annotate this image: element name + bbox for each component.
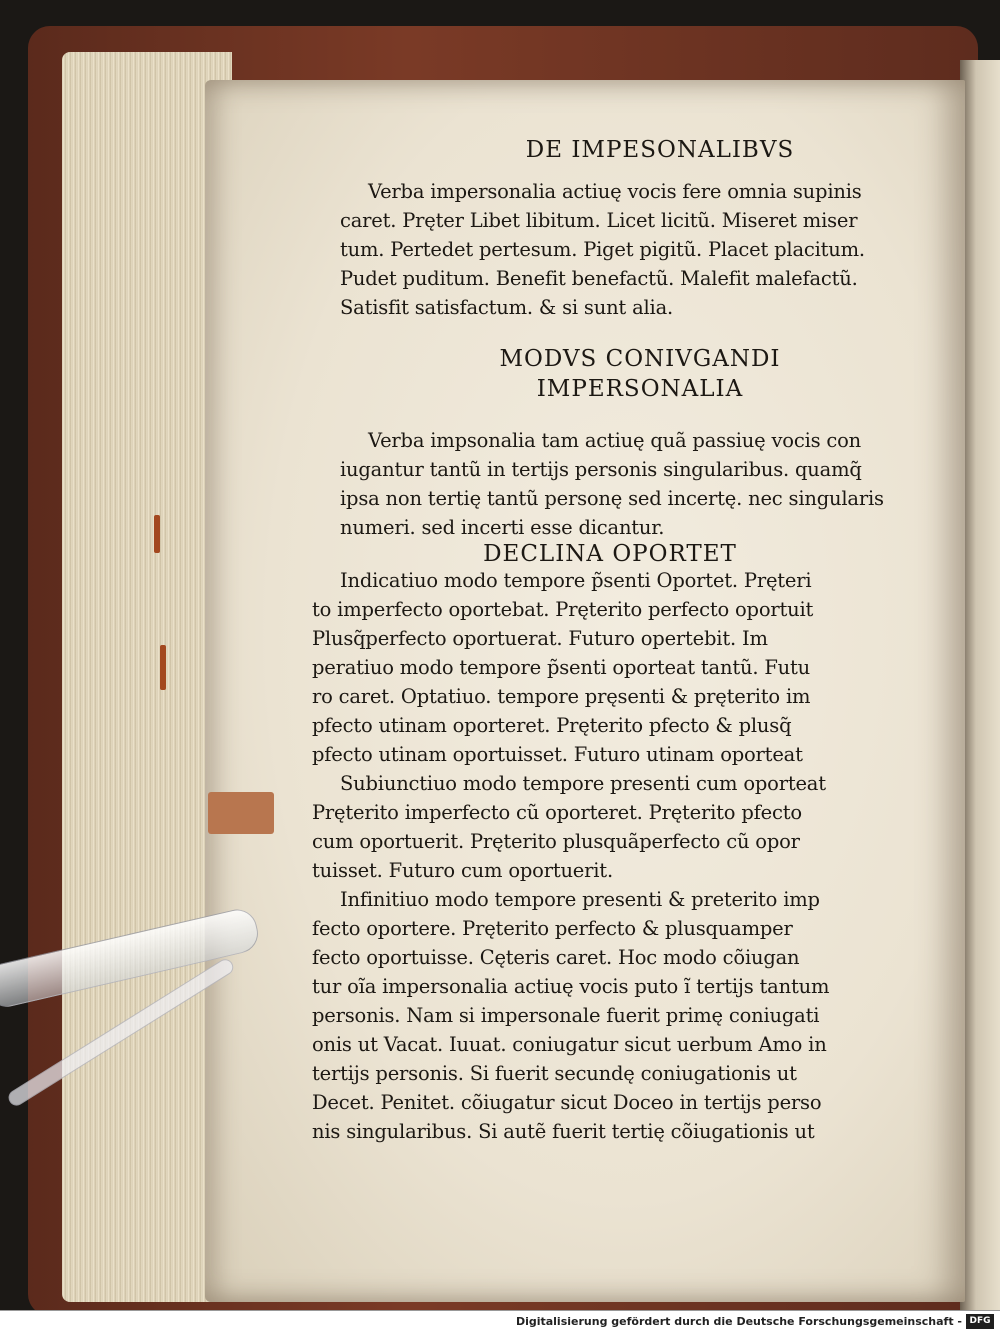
text-line: ro caret. Optatiuo. tempore pręsenti & pręterito im (312, 685, 811, 708)
text-line: fecto oportere. Pręterito perfecto & plusquamper (312, 917, 793, 940)
text-line: tertijs personis. Si fuerit secundę coniugationis ut (312, 1062, 797, 1085)
dfg-logo: DFG (966, 1314, 994, 1329)
text-line: pfecto utinam oportuisset. Futuro utinam oporteat (312, 743, 803, 766)
text-line: numeri. sed incerti esse dicantur. (340, 516, 665, 539)
paragraph-2 (340, 426, 940, 542)
text-line: Subiunctiuo modo tempore presenti cum oporteat (340, 772, 826, 795)
text-line: Indicatiuo modo tempore p̃senti Oportet. Pręteri (340, 569, 812, 592)
text-line: tur oĩa impersonalia actiuę vocis puto ĩ tertijs tantum (312, 975, 830, 998)
text-line: ipsa non tertię tantũ personę sed incertę. nec singularis (340, 487, 884, 510)
facing-page-edge (960, 60, 1000, 1310)
text-line: Pręterito imperfecto cũ oporteret. Pręterito pfecto (312, 801, 802, 824)
page-text (312, 135, 940, 1146)
text-line: peratiuo modo tempore p̃senti oporteat tantũ. Futu (312, 656, 811, 679)
red-mark (160, 645, 166, 690)
section-heading: MODVS CONIVGANDI (499, 346, 781, 372)
text-line: personis. Nam si impersonale fuerit primę coniugati (312, 1004, 820, 1027)
text-line: nis singularibus. Si autẽ fuerit tertię cõiugationis ut (312, 1120, 815, 1143)
paragraph-4 (312, 769, 940, 885)
text-line: Pudet puditum. Benefit benefactũ. Malefit malefactũ. (340, 267, 858, 290)
text-line: tum. Pertedet pertesum. Piget pigitũ. Placet placitum. (340, 238, 865, 261)
text-line: iugantur tantũ in tertijs personis singularibus. quamq̃ (340, 458, 862, 481)
text-line: Satisfit satisfactum. & si sunt alia. (340, 296, 673, 319)
paragraph-1 (340, 177, 940, 322)
declension-heading: DECLINA OPORTET (483, 541, 737, 567)
text-line: Verba impsonalia tam actiuę quã passiuę vocis con (368, 429, 862, 452)
paragraph-3 (312, 566, 940, 769)
text-line: caret. Pręter Libet libitum. Licet licitũ. Miseret miser (340, 209, 858, 232)
page-title: DE IMPESONALIBVS (525, 137, 795, 163)
text-line: Plusq̃perfecto oportuerat. Futuro opertebit. Im (312, 627, 768, 650)
text-line: cum oportuerit. Pręterito plusquãperfecto cũ opor (312, 830, 800, 853)
text-line: fecto oportuisse. Cęteris caret. Hoc modo cõiugan (312, 946, 800, 969)
bookmark-tab (208, 792, 274, 834)
paragraph-5 (312, 885, 940, 1146)
text-line: Decet. Penitet. cõiugatur sicut Doceo in tertijs perso (312, 1091, 822, 1114)
text-line: to imperfecto oportebat. Pręterito perfecto oportuit (312, 598, 814, 621)
footer-credit: Digitalisierung gefördert durch die Deutsche Forschungsgemeinschaft - (515, 1315, 962, 1328)
text-line: Verba impersonalia actiuę vocis fere omnia supinis (368, 180, 862, 203)
text-line: Infinitiuo modo tempore presenti & preterito imp (340, 888, 820, 911)
text-line: pfecto utinam oporteret. Pręterito pfecto & plusq̃ (312, 714, 792, 737)
red-mark (154, 515, 160, 553)
text-line: tuisset. Futuro cum oportuerit. (312, 859, 613, 882)
section-heading-continued: IMPERSONALIA (536, 376, 744, 402)
text-line: onis ut Vacat. Iuuat. coniugatur sicut uerbum Amo in (312, 1033, 827, 1056)
